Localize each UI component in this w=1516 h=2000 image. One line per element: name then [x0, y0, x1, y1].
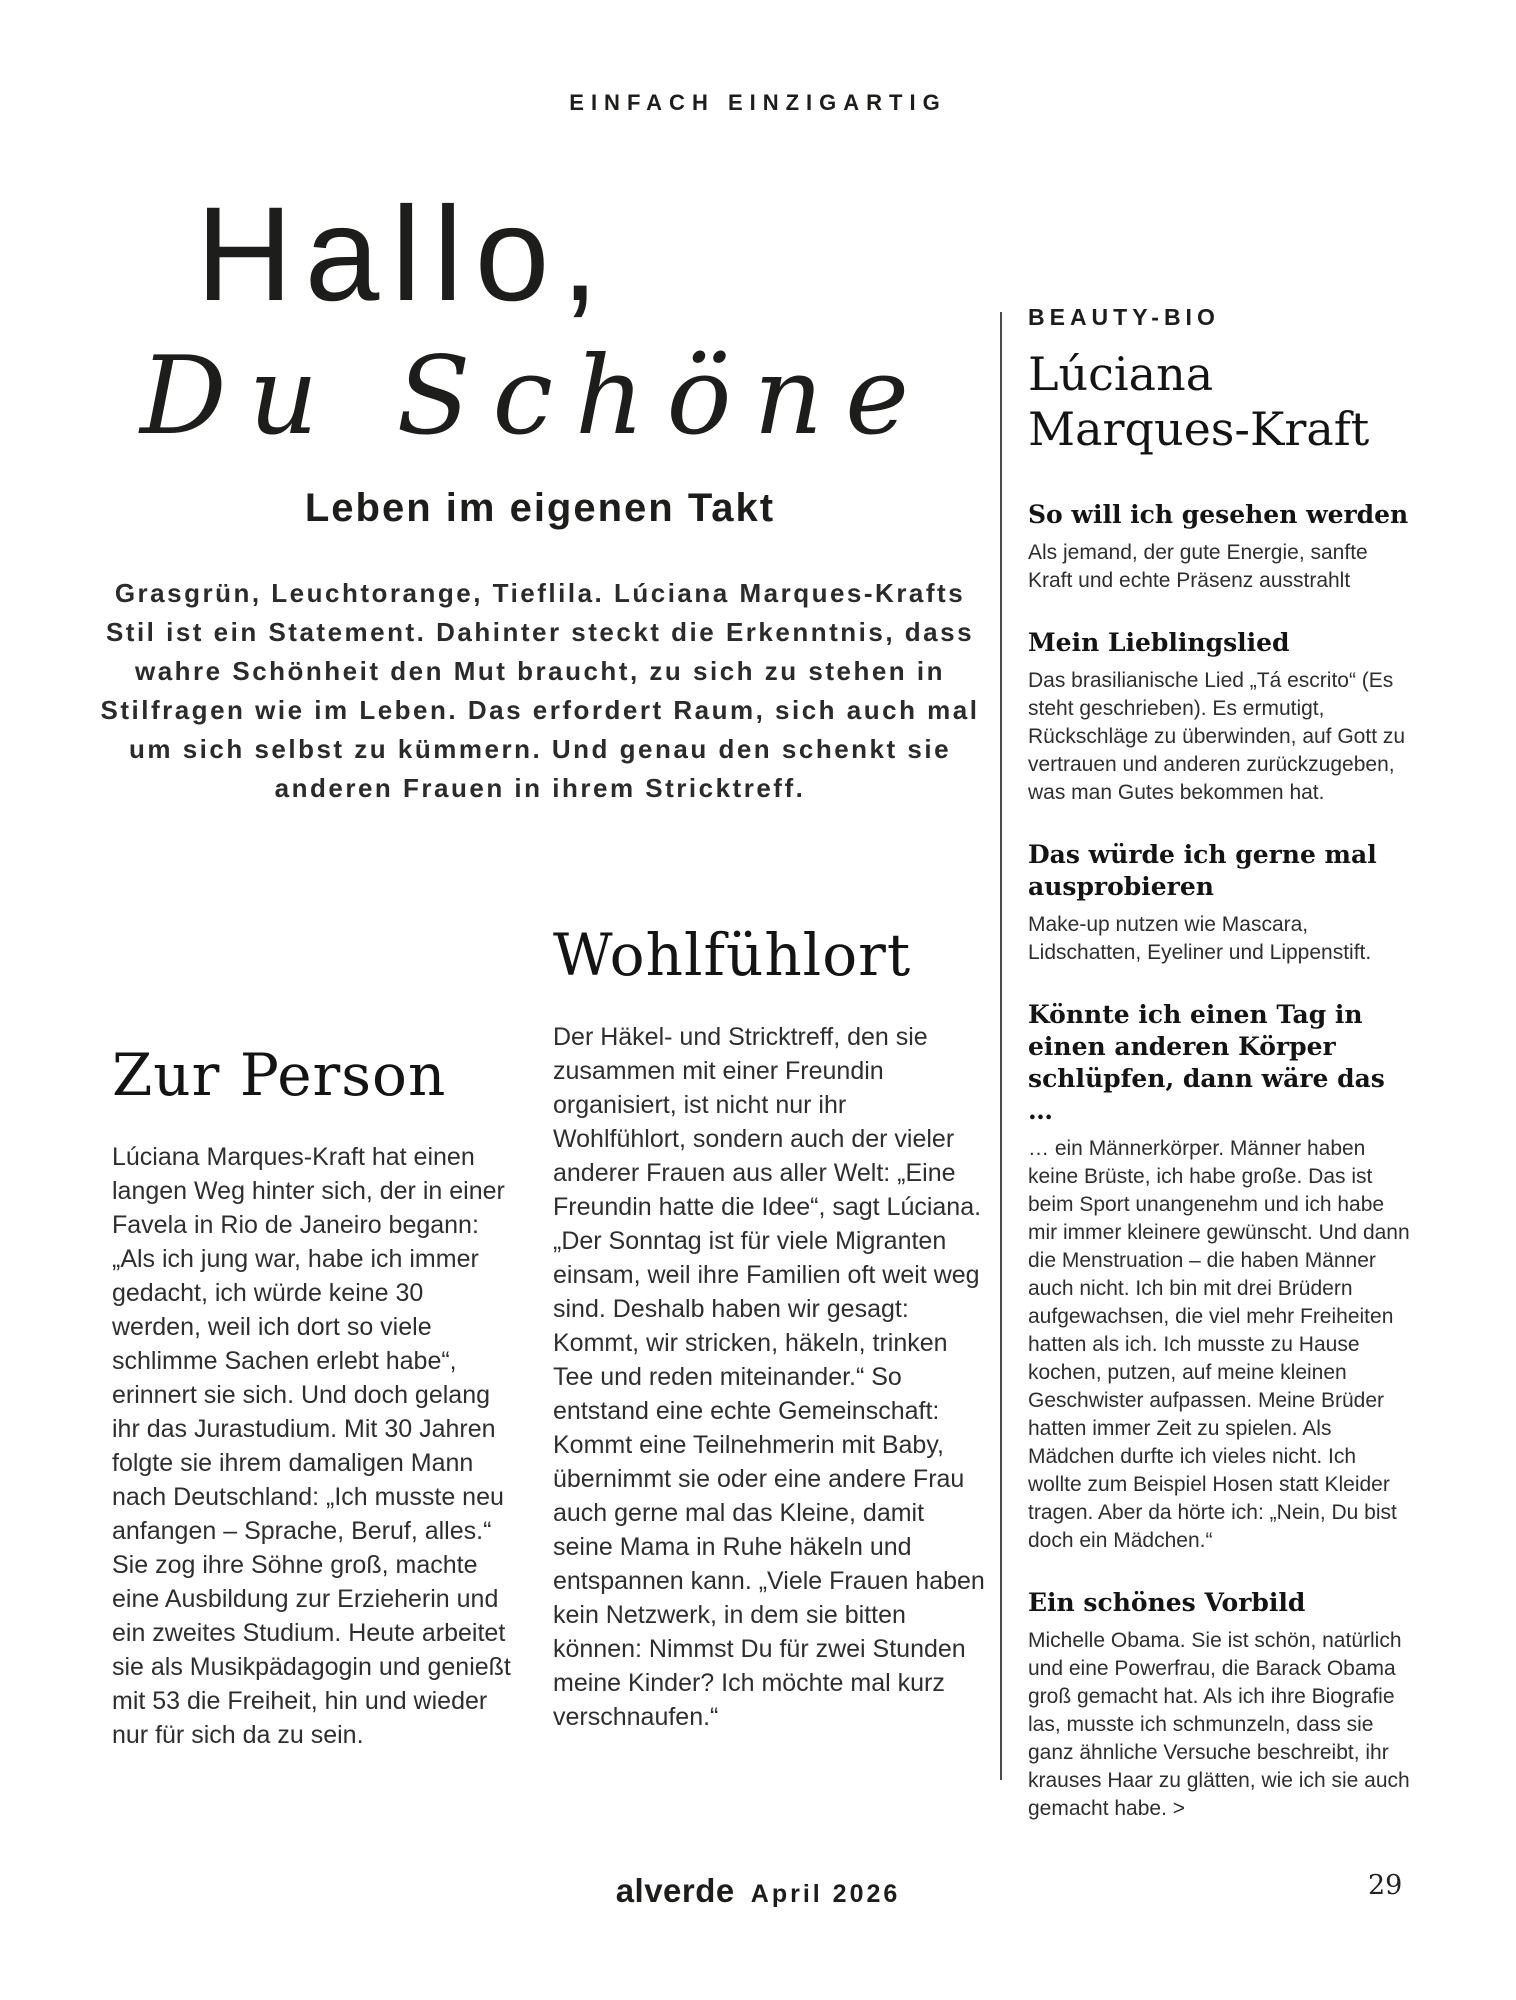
headline-line1: Hallo, — [196, 180, 611, 329]
sidebar-section-vorbild — [1028, 1587, 1412, 1823]
sidebar-kicker: BEAUTY-BIO — [1028, 304, 1220, 330]
sidebar-section-body: Das brasilianische Lied „Tá escrito“ (Es steht geschrieben). Es ermutigt, Rückschläge zu überwinden, auf Gott zu vertrauen und anderen zurückzugeben, was man Gutes bekommen hat. — [1028, 669, 1406, 804]
brand-logo: alverde — [615, 1872, 735, 1909]
page-kicker: EINFACH EINZIGARTIG — [569, 90, 947, 115]
sidebar-title — [1028, 347, 1412, 457]
footer-issue-line — [0, 1872, 1516, 1910]
headline-line2: Du Schöne — [140, 334, 931, 459]
sidebar-section-heading: So will ich gesehen werden — [1028, 500, 1409, 529]
intro-paragraph: Grasgrün, Leuchtorange, Tieflila. Lúciana Marques-Krafts Stil ist ein Statement. Dahinter steckt die Erkenntnis, dass wahre Schönheit den Mut braucht, zu sich zu stehen in Stilfragen wie im Leben. Das erfordert Raum, sich auch mal um sich selbst zu kümmern. Und genau den schenkt sie anderen Frauen in ihrem Stricktreff. — [100, 578, 980, 803]
beauty-bio-sidebar — [1028, 304, 1412, 1855]
zur-person-heading: Zur Person — [112, 1041, 447, 1109]
sidebar-section-ausprobieren — [1028, 839, 1412, 967]
sidebar-divider — [1000, 312, 1002, 1780]
sidebar-title-line1: Lúciana — [1028, 347, 1214, 401]
sidebar-section-body: Make-up nutzen wie Mascara, Lidschatten, Eyeliner und Lippenstift. — [1028, 913, 1372, 964]
sidebar-title-line2: Marques-Kraft — [1028, 402, 1370, 456]
zur-person-body: Lúciana Marques-Kraft hat einen langen Weg hinter sich, der in einer Favela in Rio de Janeiro begann: „Als ich jung war, habe ich immer gedacht, ich würde keine 30 werden, weil ich dort so viele schlimme Sachen erlebt habe“, erinnert sie sich. Und doch gelang ihr das Jurastudium. Mit 30 Jahren folgte sie ihrem damaligen Mann nach Deutschland: „Ich musste neu anfangen – Sprache, Beruf, alles.“ Sie zog ihre Söhne groß, machte eine Ausbildung zur Erzieherin und ein zweites Studium. Heute arbeitet sie als Musikpädagogin und genießt mit 53 die Freiheit, hin und wieder nur für sich da zu sein. — [112, 1142, 511, 1749]
wohlfuehlort-body: Der Häkel- und Stricktreff, den sie zusammen mit einer Freundin organisiert, ist nicht nur ihr Wohlfühlort, sondern auch der vieler anderer Frauen aus aller Welt: „Eine Freundin hatte die Idee“, sagt Lúciana. „Der Sonntag ist für viele Migranten einsam, weil ihre Familien oft weit weg sind. Deshalb haben wir gesagt: Kommt, wir stricken, häkeln, trinken Tee und reden miteinander.“ So entstand eine echte Gemeinschaft: Kommt eine Teilnehmerin mit Baby, übernimmt sie oder eine andere Frau auch gerne mal das Kleine, damit seine Mama in Ruhe häkeln und entspannen kann. „Viele Frauen haben kein Netzwerk, in dem sie bitten können: Nimmst Du für zwei Stunden meine Kinder? Ich möchte mal kurz verschnaufen.“ — [553, 1022, 985, 1731]
sidebar-section-heading: Mein Lieblingslied — [1028, 628, 1290, 657]
sidebar-section-lieblingslied — [1028, 627, 1412, 807]
section-zur-person — [112, 1041, 512, 1752]
sidebar-section-body: Michelle Obama. Sie ist schön, natürlich und eine Powerfrau, die Barack Obama groß gemacht hat. Als ich ihre Biografie las, musste ich schmunzeln, dass sie ganz ähnliche Versuche beschreibt, ihr krauses Haar zu glätten, wie ich sie auch gemacht habe. > — [1028, 1629, 1410, 1820]
sidebar-section-anderer-koerper — [1028, 999, 1412, 1555]
sidebar-section-body: Als jemand, der gute Energie, sanfte Kraft und echte Präsenz ausstrahlt — [1028, 541, 1368, 592]
headline-subtitle: Leben im eigenen Takt — [304, 486, 776, 530]
sidebar-section-heading: Ein schönes Vorbild — [1028, 1588, 1306, 1617]
sidebar-section-heading: Das würde ich gerne mal ausprobieren — [1028, 840, 1377, 901]
wohlfuehlort-heading: Wohlfühlort — [553, 921, 912, 989]
page-number: 29 — [1368, 1870, 1403, 1901]
sidebar-section-gesehen-werden — [1028, 499, 1412, 595]
sidebar-section-heading: Könnte ich einen Tag in einen anderen Körper schlüpfen, dann wäre das … — [1028, 1000, 1385, 1125]
issue-date: April 2026 — [750, 1880, 901, 1908]
sidebar-section-body: … ein Männerkörper. Männer haben keine Brüste, ich habe große. Das ist beim Sport unangenehm und ich habe mir immer kleinere gewünscht. Und dann die Menstruation – die haben Männer auch nicht. Ich bin mit drei Brüdern aufgewachsen, die viel mehr Freiheiten hatten als ich. Ich musste zu Hause kochen, putzen, auf meine kleinen Geschwister aufpassen. Meine Brüder hatten immer Zeit zu spielen. Als Mädchen durfte ich vieles nicht. Ich wollte zum Beispiel Hosen statt Kleider tragen. Aber da hörte ich: „Nein, Du bist doch ein Mädchen.“ — [1028, 1137, 1410, 1552]
section-wohlfuehlort — [553, 921, 985, 1734]
